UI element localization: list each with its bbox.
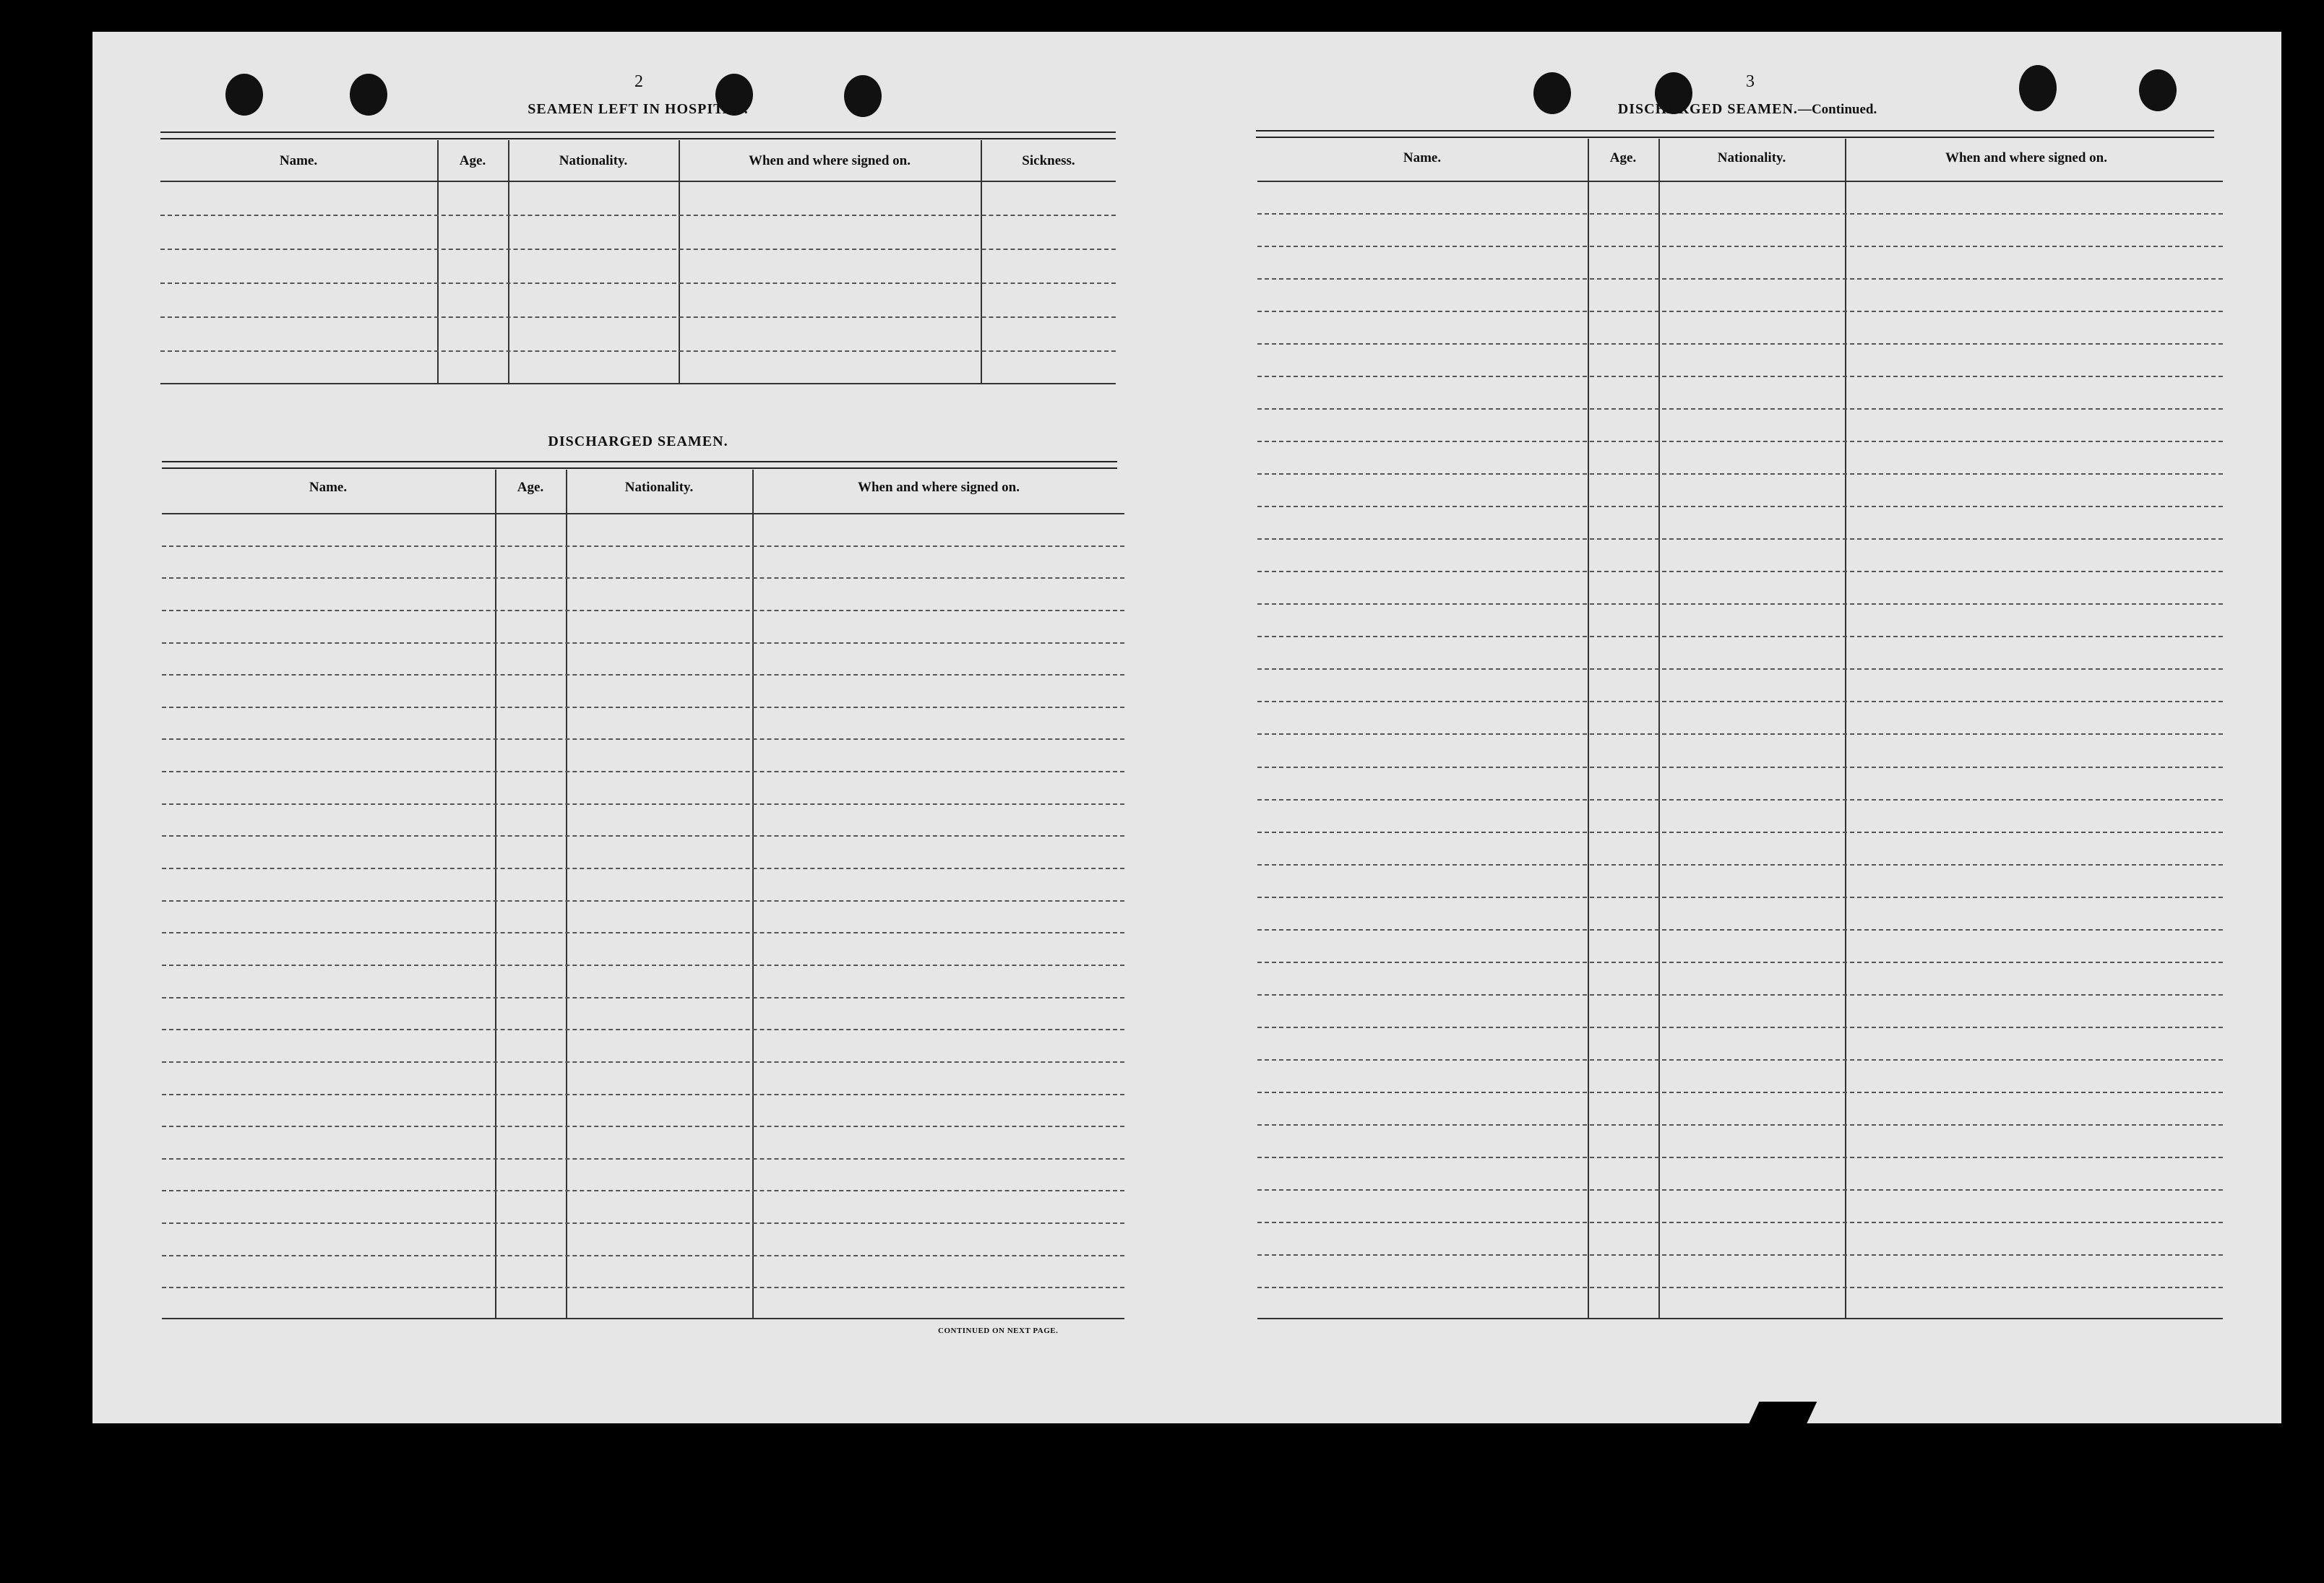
ledger-row-line bbox=[162, 900, 1124, 902]
right-page bbox=[1176, 32, 2281, 1423]
ledger-row-line bbox=[1257, 668, 2223, 670]
ledger-row-line bbox=[1257, 538, 2223, 540]
double-rule bbox=[1256, 130, 2214, 138]
column-header-age: Age. bbox=[1609, 150, 1637, 165]
continued-note: CONTINUED ON NEXT PAGE. bbox=[938, 1327, 1059, 1335]
ledger-row-line bbox=[1257, 278, 2223, 280]
ledger-row-line bbox=[162, 1061, 1124, 1063]
ledger-row-line bbox=[162, 1190, 1124, 1191]
ledger-row-line bbox=[162, 835, 1124, 837]
discharged-continued-title bbox=[1531, 101, 1964, 118]
column-header-nationality: Nationality. bbox=[559, 153, 628, 168]
column-divider bbox=[679, 140, 680, 384]
column-divider bbox=[1588, 139, 1589, 1319]
column-divider bbox=[508, 140, 509, 384]
ledger-row-line bbox=[1257, 1157, 2223, 1158]
ledger-row-line bbox=[162, 868, 1124, 869]
left-page bbox=[92, 32, 1176, 1423]
section-title-suffix: —Continued. bbox=[1797, 102, 1877, 117]
column-header-nationality: Nationality. bbox=[624, 480, 694, 495]
column-header-age: Age. bbox=[517, 480, 544, 495]
ledger-row-line bbox=[1257, 571, 2223, 572]
ledger-row-line bbox=[162, 545, 1124, 547]
ledger-row-line bbox=[162, 577, 1124, 579]
column-header-signed-on: When and where signed on. bbox=[857, 480, 1020, 495]
ledger-row-line bbox=[1257, 473, 2223, 475]
discharged-section-title: DISCHARGED SEAMEN. bbox=[548, 434, 728, 449]
ledger-row-line bbox=[162, 771, 1124, 772]
ledger-row-line bbox=[1257, 343, 2223, 345]
ledger-row-line bbox=[1257, 1222, 2223, 1223]
ledger-row-line bbox=[1257, 962, 2223, 963]
discharged-table bbox=[1257, 139, 2223, 1319]
column-divider bbox=[437, 140, 439, 384]
ledger-row-line bbox=[160, 350, 1116, 352]
table-bottom-rule bbox=[1257, 1318, 2223, 1319]
ledger-row-line bbox=[162, 932, 1124, 933]
ledger-row-line bbox=[1257, 506, 2223, 507]
ledger-row-line bbox=[1257, 733, 2223, 735]
ledger-row-line bbox=[1257, 1027, 2223, 1028]
hospital-table bbox=[160, 140, 1116, 384]
ledger-row-line bbox=[1257, 929, 2223, 931]
ledger-row-line bbox=[162, 674, 1124, 676]
ledger-row-line bbox=[162, 1158, 1124, 1160]
ledger-row-line bbox=[1257, 1124, 2223, 1126]
column-divider bbox=[1658, 139, 1660, 1319]
ledger-row-line bbox=[1257, 603, 2223, 605]
ledger-row-line bbox=[160, 215, 1116, 216]
column-header-sickness: Sickness. bbox=[1022, 153, 1075, 168]
ledger-row-line bbox=[1257, 767, 2223, 768]
ledger-row-line bbox=[1257, 441, 2223, 442]
ledger-row-line bbox=[162, 1222, 1124, 1224]
page-number: 3 bbox=[1746, 72, 1755, 91]
ledger-row-line bbox=[1257, 994, 2223, 996]
ledger-row-line bbox=[1257, 213, 2223, 215]
column-divider bbox=[981, 140, 982, 384]
column-header-name: Name. bbox=[279, 153, 318, 168]
column-header-age: Age. bbox=[459, 153, 486, 168]
ledger-row-line bbox=[162, 1255, 1124, 1256]
ledger-row-line bbox=[1257, 799, 2223, 801]
ledger-row-line bbox=[1257, 408, 2223, 410]
double-rule bbox=[160, 131, 1116, 139]
paper-sheet bbox=[92, 32, 2281, 1423]
ledger-row-line bbox=[162, 1126, 1124, 1127]
table-bottom-rule bbox=[162, 1318, 1124, 1319]
ledger-row-line bbox=[160, 249, 1116, 250]
ledger-row-line bbox=[162, 738, 1124, 740]
ledger-row-line bbox=[1257, 701, 2223, 702]
column-divider bbox=[1845, 139, 1846, 1319]
column-header-name: Name. bbox=[309, 480, 348, 495]
ledger-row-line bbox=[1257, 1059, 2223, 1061]
ledger-row-line bbox=[162, 610, 1124, 611]
hospital-section-title: SEAMEN LEFT IN HOSPITAL. bbox=[528, 101, 749, 117]
ledger-row-line bbox=[162, 1287, 1124, 1288]
ledger-row-line bbox=[162, 803, 1124, 805]
ledger-row-line bbox=[1257, 636, 2223, 637]
ledger-row-line bbox=[1257, 1189, 2223, 1191]
ledger-row-line bbox=[1257, 1287, 2223, 1288]
page-number: 2 bbox=[634, 72, 643, 91]
ledger-row-line bbox=[1257, 1092, 2223, 1093]
ledger-row-line bbox=[162, 707, 1124, 708]
ledger-row-line bbox=[162, 965, 1124, 966]
column-header-nationality: Nationality. bbox=[1717, 150, 1786, 165]
column-divider bbox=[566, 470, 567, 1319]
ledger-row-line bbox=[1257, 246, 2223, 247]
ledger-row-line bbox=[162, 1094, 1124, 1095]
ledger-row-line bbox=[1257, 311, 2223, 312]
table-bottom-rule bbox=[160, 383, 1116, 384]
ledger-row-line bbox=[160, 282, 1116, 284]
column-divider bbox=[752, 470, 754, 1319]
column-divider bbox=[495, 470, 496, 1319]
column-header-signed-on: When and where signed on. bbox=[748, 153, 911, 168]
paper-tear-mark bbox=[1746, 1402, 1817, 1431]
discharged-table bbox=[162, 470, 1124, 1319]
column-header-signed-on: When and where signed on. bbox=[1945, 150, 2107, 165]
ledger-row-line bbox=[1257, 1254, 2223, 1256]
ledger-row-line bbox=[1257, 376, 2223, 377]
ledger-row-line bbox=[1257, 864, 2223, 866]
column-header-name: Name. bbox=[1403, 150, 1442, 165]
section-title-main: DISCHARGED SEAMEN. bbox=[1617, 101, 1798, 117]
ledger-row-line bbox=[162, 997, 1124, 998]
ledger-row-line bbox=[162, 642, 1124, 644]
ledger-row-line bbox=[162, 1029, 1124, 1030]
ledger-row-line bbox=[160, 316, 1116, 318]
double-rule bbox=[162, 461, 1117, 469]
ledger-row-line bbox=[1257, 897, 2223, 898]
ledger-row-line bbox=[1257, 832, 2223, 833]
